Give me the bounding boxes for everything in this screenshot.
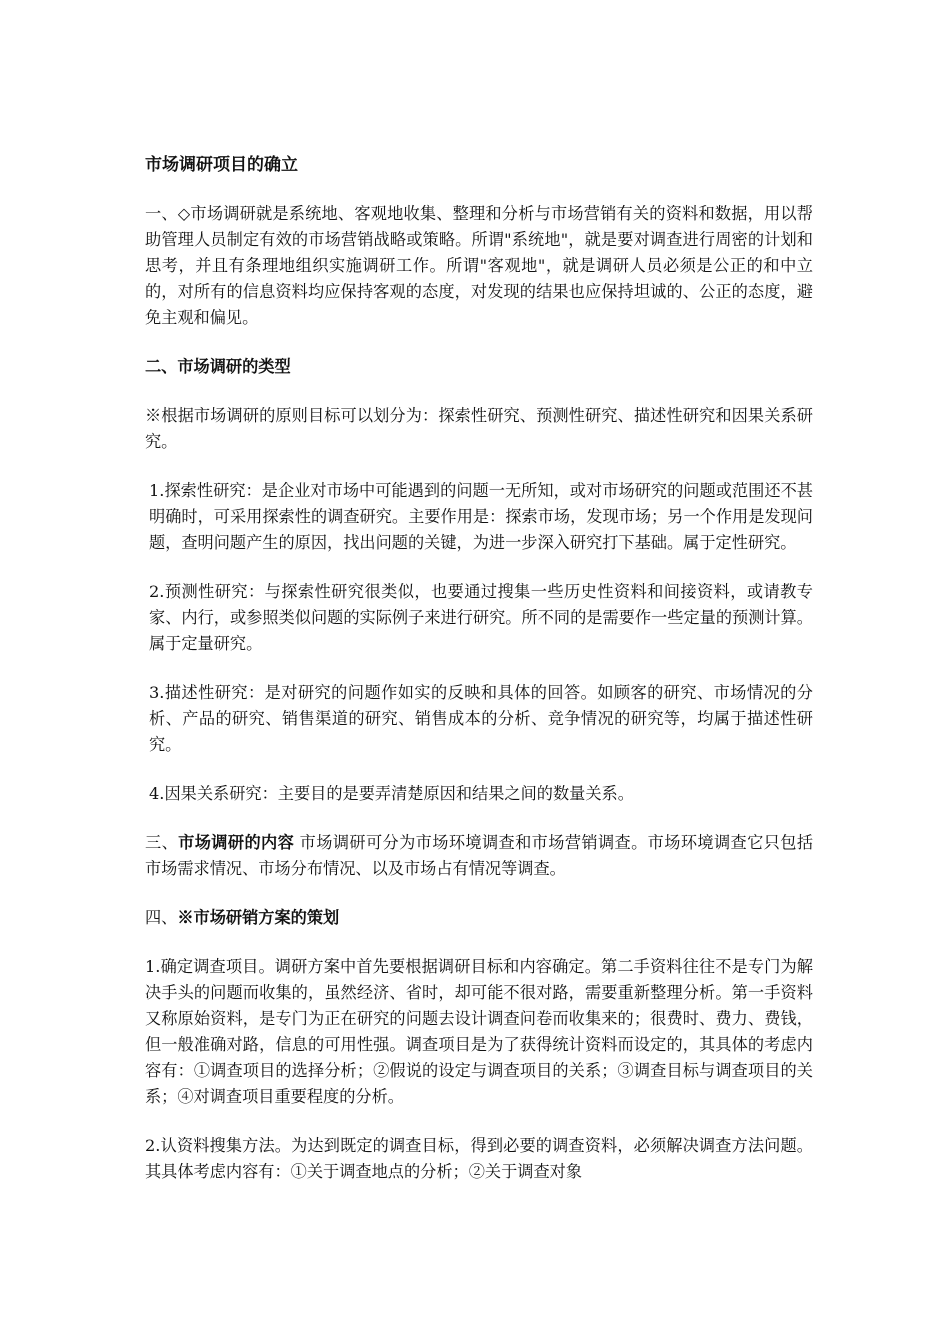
paragraph-survey-items: 1.确定调查项目。调研方案中首先要根据调研目标和内容确定。第二手资料往往不是专门为解决手头的问题而收集的，虽然经济、省时，却可能不很对路，需要重新整理分析。第一手资料又称原始资料，是专门为正在研究的问题去设计调查问卷而收集来的；很费时、费力、费钱，但一般准确对路，信息的可用性强。调查项目是为了获得统计资料而设定的，其具体的考虑内容有：①调查项目的选择分析；②假说的设定与调查项目的关系；③调查目标与调查项目的关系；④对调查项目重要程度的分析。: [145, 957, 813, 1106]
paragraph-data-collection: 2.认资料搜集方法。为达到既定的调查目标，得到必要的调查资料，必须解决调查方法问题。其具体考虑内容有：①关于调查地点的分析；②关于调查对象: [145, 1136, 813, 1181]
paragraph-exploratory-research: 1.探索性研究：是企业对市场中可能遇到的问题一无所知，或对市场研究的问题或范围还不甚明确时，可采用探索性的调查研究。主要作用是：探索市场，发现市场；另一个作用是发现问题，查明问题产生的原因，找出问题的关键，为进一步深入研究打下基础。属于定性研究。: [149, 481, 813, 552]
section-number: 三、: [145, 833, 179, 852]
paragraph-classification: ※根据市场调研的原则目标可以划分为：探索性研究、预测性研究、描述性研究和因果关系研究。: [145, 406, 813, 451]
section-heading-plan: [145, 905, 813, 931]
paragraph-definition: 一、◇市场调研就是系统地、客观地收集、整理和分析与市场营销有关的资料和数据，用以帮助管理人员制定有效的市场营销战略或策略。所谓"系统地"，就是要对调查进行周密的计划和思考，并且有条理地组织实施调研工作。所谓"客观地"，就是调研人员必须是公正的和中立的，对所有的信息资料均应保持客观的态度，对发现的结果也应保持坦诚的、公正的态度，避免主观和偏见。: [145, 204, 813, 327]
paragraph-predictive-research: 2.预测性研究：与探索性研究很类似，也要通过搜集一些历史性资料和间接资料，或请教专家、内行，或参照类似问题的实际例子来进行研究。所不同的是需要作一些定量的预测计算。属于定量研究。: [149, 582, 813, 653]
document-body: [145, 152, 813, 1208]
section-heading-types: 二、市场调研的类型: [145, 357, 291, 376]
paragraph-content-text: 市场调研可分为市场环境调查和市场营销调查。市场环境调查它只包括市场需求情况、市场分布情况、以及市场占有情况等调查。: [145, 833, 814, 878]
document-title: 市场调研项目的确立: [145, 155, 298, 175]
section-number: 四、: [145, 908, 178, 927]
section-heading-content: 市场调研的内容: [178, 833, 295, 852]
section-heading-plan-title: ※市场研销方案的策划: [177, 908, 340, 927]
paragraph-causal-research: 4.因果关系研究：主要目的是要弄清楚原因和结果之间的数量关系。: [149, 784, 634, 803]
paragraph-descriptive-research: 3.描述性研究：是对研究的问题作如实的反映和具体的回答。如顾客的研究、市场情况的分析、产品的研究、销售渠道的研究、销售成本的分析、竞争情况的研究等，均属于描述性研究。: [149, 683, 813, 754]
paragraph-research-content: [145, 830, 813, 882]
